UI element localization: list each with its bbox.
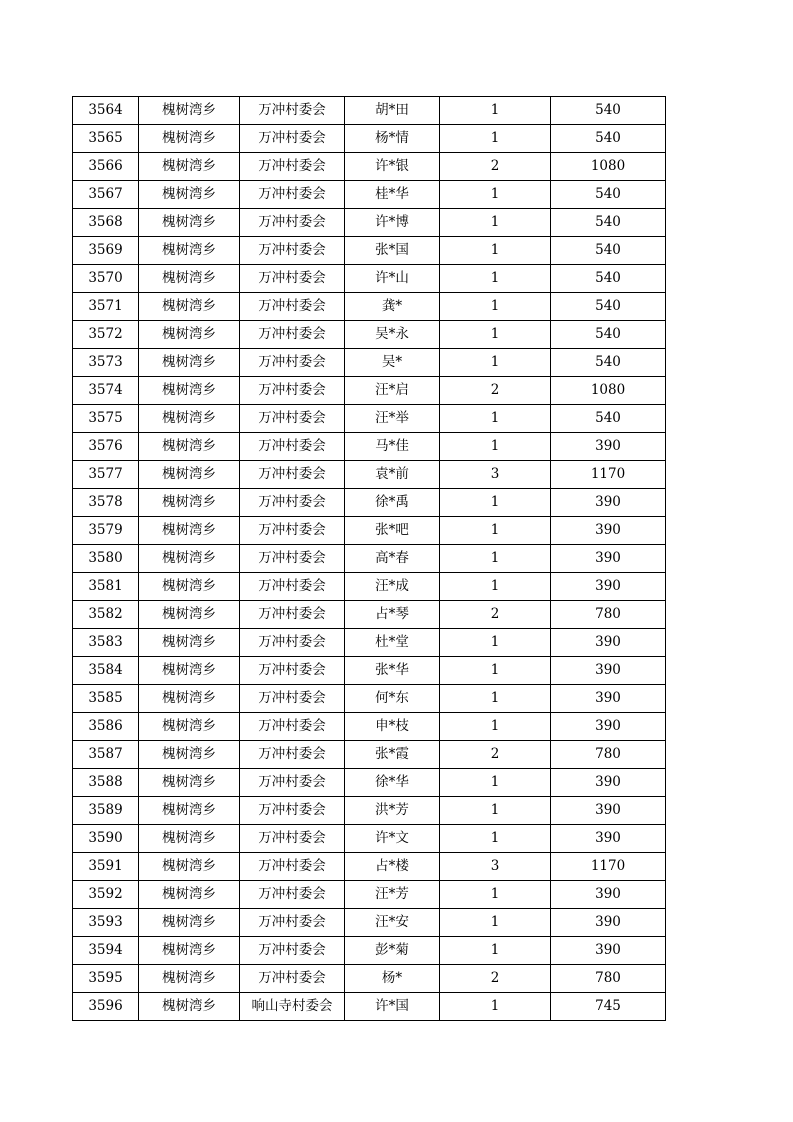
village-committee-cell: 万冲村委会 — [240, 293, 345, 321]
person-count-cell: 2 — [440, 741, 551, 769]
table-row — [73, 713, 666, 741]
name-cell: 袁*前 — [345, 461, 440, 489]
township-cell: 槐树湾乡 — [139, 517, 240, 545]
village-committee-cell: 万冲村委会 — [240, 349, 345, 377]
amount-cell: 540 — [551, 209, 666, 237]
person-count-cell: 1 — [440, 349, 551, 377]
name-cell: 申*枝 — [345, 713, 440, 741]
table-row — [73, 993, 666, 1021]
table-row — [73, 825, 666, 853]
table-row — [73, 685, 666, 713]
amount-cell: 780 — [551, 601, 666, 629]
village-committee-cell: 万冲村委会 — [240, 321, 345, 349]
amount-cell: 390 — [551, 713, 666, 741]
table-row — [73, 629, 666, 657]
amount-cell: 540 — [551, 181, 666, 209]
row-number-cell: 3575 — [73, 405, 139, 433]
amount-cell: 390 — [551, 937, 666, 965]
person-count-cell: 1 — [440, 797, 551, 825]
person-count-cell: 1 — [440, 937, 551, 965]
amount-cell: 540 — [551, 125, 666, 153]
township-cell: 槐树湾乡 — [139, 293, 240, 321]
person-count-cell: 2 — [440, 601, 551, 629]
row-number-cell: 3578 — [73, 489, 139, 517]
table-row — [73, 293, 666, 321]
village-committee-cell: 万冲村委会 — [240, 937, 345, 965]
amount-cell: 390 — [551, 685, 666, 713]
table-row — [73, 433, 666, 461]
row-number-cell: 3583 — [73, 629, 139, 657]
table-row — [73, 937, 666, 965]
row-number-cell: 3568 — [73, 209, 139, 237]
table-row — [73, 853, 666, 881]
name-cell: 胡*田 — [345, 97, 440, 125]
village-committee-cell: 万冲村委会 — [240, 741, 345, 769]
village-committee-cell: 万冲村委会 — [240, 377, 345, 405]
village-committee-cell: 万冲村委会 — [240, 265, 345, 293]
person-count-cell: 1 — [440, 545, 551, 573]
amount-cell: 540 — [551, 321, 666, 349]
row-number-cell: 3595 — [73, 965, 139, 993]
amount-cell: 390 — [551, 909, 666, 937]
person-count-cell: 1 — [440, 433, 551, 461]
row-number-cell: 3576 — [73, 433, 139, 461]
amount-cell: 390 — [551, 769, 666, 797]
name-cell: 吴*永 — [345, 321, 440, 349]
name-cell: 张*国 — [345, 237, 440, 265]
table-row — [73, 377, 666, 405]
village-committee-cell: 万冲村委会 — [240, 965, 345, 993]
name-cell: 彭*菊 — [345, 937, 440, 965]
village-committee-cell: 万冲村委会 — [240, 909, 345, 937]
name-cell: 汪*成 — [345, 573, 440, 601]
amount-cell: 390 — [551, 433, 666, 461]
township-cell: 槐树湾乡 — [139, 741, 240, 769]
village-committee-cell: 万冲村委会 — [240, 573, 345, 601]
village-committee-cell: 万冲村委会 — [240, 713, 345, 741]
village-committee-cell: 万冲村委会 — [240, 489, 345, 517]
village-committee-cell: 万冲村委会 — [240, 433, 345, 461]
village-committee-cell: 万冲村委会 — [240, 125, 345, 153]
table-row — [73, 181, 666, 209]
village-committee-cell: 万冲村委会 — [240, 797, 345, 825]
name-cell: 桂*华 — [345, 181, 440, 209]
name-cell: 汪*安 — [345, 909, 440, 937]
township-cell: 槐树湾乡 — [139, 909, 240, 937]
row-number-cell: 3574 — [73, 377, 139, 405]
row-number-cell: 3582 — [73, 601, 139, 629]
table-row — [73, 545, 666, 573]
row-number-cell: 3594 — [73, 937, 139, 965]
township-cell: 槐树湾乡 — [139, 629, 240, 657]
person-count-cell: 1 — [440, 769, 551, 797]
person-count-cell: 1 — [440, 713, 551, 741]
table-row — [73, 517, 666, 545]
table-row — [73, 573, 666, 601]
township-cell: 槐树湾乡 — [139, 657, 240, 685]
township-cell: 槐树湾乡 — [139, 489, 240, 517]
name-cell: 张*霞 — [345, 741, 440, 769]
person-count-cell: 1 — [440, 909, 551, 937]
amount-cell: 780 — [551, 965, 666, 993]
name-cell: 许*银 — [345, 153, 440, 181]
village-committee-cell: 万冲村委会 — [240, 825, 345, 853]
amount-cell: 540 — [551, 97, 666, 125]
village-committee-cell: 万冲村委会 — [240, 769, 345, 797]
amount-cell: 390 — [551, 797, 666, 825]
table-row — [73, 489, 666, 517]
person-count-cell: 2 — [440, 377, 551, 405]
amount-cell: 390 — [551, 881, 666, 909]
amount-cell: 390 — [551, 545, 666, 573]
name-cell: 杨*情 — [345, 125, 440, 153]
amount-cell: 540 — [551, 293, 666, 321]
person-count-cell: 1 — [440, 181, 551, 209]
table-row — [73, 265, 666, 293]
amount-cell: 745 — [551, 993, 666, 1021]
person-count-cell: 1 — [440, 517, 551, 545]
village-committee-cell: 万冲村委会 — [240, 461, 345, 489]
name-cell: 汪*芳 — [345, 881, 440, 909]
name-cell: 张*华 — [345, 657, 440, 685]
amount-cell: 780 — [551, 741, 666, 769]
name-cell: 许*文 — [345, 825, 440, 853]
township-cell: 槐树湾乡 — [139, 601, 240, 629]
person-count-cell: 1 — [440, 293, 551, 321]
person-count-cell: 3 — [440, 461, 551, 489]
person-count-cell: 2 — [440, 153, 551, 181]
township-cell: 槐树湾乡 — [139, 573, 240, 601]
row-number-cell: 3589 — [73, 797, 139, 825]
amount-cell: 540 — [551, 237, 666, 265]
township-cell: 槐树湾乡 — [139, 685, 240, 713]
person-count-cell: 3 — [440, 853, 551, 881]
amount-cell: 390 — [551, 489, 666, 517]
row-number-cell: 3588 — [73, 769, 139, 797]
village-committee-cell: 响山寺村委会 — [240, 993, 345, 1021]
person-count-cell: 1 — [440, 125, 551, 153]
person-count-cell: 1 — [440, 657, 551, 685]
name-cell: 汪*举 — [345, 405, 440, 433]
name-cell: 龚* — [345, 293, 440, 321]
amount-cell: 390 — [551, 825, 666, 853]
township-cell: 槐树湾乡 — [139, 349, 240, 377]
village-committee-cell: 万冲村委会 — [240, 237, 345, 265]
name-cell: 何*东 — [345, 685, 440, 713]
village-committee-cell: 万冲村委会 — [240, 517, 345, 545]
person-count-cell: 1 — [440, 237, 551, 265]
name-cell: 占*琴 — [345, 601, 440, 629]
name-cell: 汪*启 — [345, 377, 440, 405]
row-number-cell: 3572 — [73, 321, 139, 349]
row-number-cell: 3584 — [73, 657, 139, 685]
amount-cell: 1080 — [551, 377, 666, 405]
row-number-cell: 3570 — [73, 265, 139, 293]
village-committee-cell: 万冲村委会 — [240, 601, 345, 629]
name-cell: 徐*华 — [345, 769, 440, 797]
row-number-cell: 3566 — [73, 153, 139, 181]
village-committee-cell: 万冲村委会 — [240, 405, 345, 433]
row-number-cell: 3567 — [73, 181, 139, 209]
township-cell: 槐树湾乡 — [139, 713, 240, 741]
data-table — [72, 96, 666, 1021]
township-cell: 槐树湾乡 — [139, 377, 240, 405]
village-committee-cell: 万冲村委会 — [240, 881, 345, 909]
name-cell: 洪*芳 — [345, 797, 440, 825]
table-row — [73, 321, 666, 349]
table-row — [73, 657, 666, 685]
village-committee-cell: 万冲村委会 — [240, 853, 345, 881]
table-row — [73, 237, 666, 265]
person-count-cell: 1 — [440, 629, 551, 657]
person-count-cell: 1 — [440, 405, 551, 433]
row-number-cell: 3585 — [73, 685, 139, 713]
village-committee-cell: 万冲村委会 — [240, 629, 345, 657]
township-cell: 槐树湾乡 — [139, 321, 240, 349]
name-cell: 马*佳 — [345, 433, 440, 461]
township-cell: 槐树湾乡 — [139, 937, 240, 965]
name-cell: 杨* — [345, 965, 440, 993]
name-cell: 许*国 — [345, 993, 440, 1021]
amount-cell: 540 — [551, 265, 666, 293]
row-number-cell: 3596 — [73, 993, 139, 1021]
row-number-cell: 3581 — [73, 573, 139, 601]
name-cell: 高*春 — [345, 545, 440, 573]
row-number-cell: 3591 — [73, 853, 139, 881]
person-count-cell: 1 — [440, 209, 551, 237]
township-cell: 槐树湾乡 — [139, 153, 240, 181]
row-number-cell: 3573 — [73, 349, 139, 377]
village-committee-cell: 万冲村委会 — [240, 209, 345, 237]
row-number-cell: 3587 — [73, 741, 139, 769]
person-count-cell: 1 — [440, 97, 551, 125]
table-row — [73, 405, 666, 433]
person-count-cell: 1 — [440, 881, 551, 909]
table-row — [73, 881, 666, 909]
village-committee-cell: 万冲村委会 — [240, 153, 345, 181]
person-count-cell: 2 — [440, 965, 551, 993]
row-number-cell: 3569 — [73, 237, 139, 265]
table-row — [73, 97, 666, 125]
name-cell: 许*博 — [345, 209, 440, 237]
table-row — [73, 153, 666, 181]
township-cell: 槐树湾乡 — [139, 881, 240, 909]
township-cell: 槐树湾乡 — [139, 797, 240, 825]
amount-cell: 390 — [551, 629, 666, 657]
table-row — [73, 769, 666, 797]
name-cell: 吴* — [345, 349, 440, 377]
amount-cell: 390 — [551, 573, 666, 601]
row-number-cell: 3579 — [73, 517, 139, 545]
amount-cell: 1170 — [551, 853, 666, 881]
amount-cell: 540 — [551, 405, 666, 433]
village-committee-cell: 万冲村委会 — [240, 545, 345, 573]
village-committee-cell: 万冲村委会 — [240, 685, 345, 713]
row-number-cell: 3564 — [73, 97, 139, 125]
township-cell: 槐树湾乡 — [139, 405, 240, 433]
row-number-cell: 3577 — [73, 461, 139, 489]
person-count-cell: 1 — [440, 265, 551, 293]
person-count-cell: 1 — [440, 321, 551, 349]
amount-cell: 1170 — [551, 461, 666, 489]
township-cell: 槐树湾乡 — [139, 433, 240, 461]
township-cell: 槐树湾乡 — [139, 853, 240, 881]
row-number-cell: 3571 — [73, 293, 139, 321]
row-number-cell: 3593 — [73, 909, 139, 937]
table-row — [73, 461, 666, 489]
township-cell: 槐树湾乡 — [139, 965, 240, 993]
row-number-cell: 3586 — [73, 713, 139, 741]
person-count-cell: 1 — [440, 825, 551, 853]
township-cell: 槐树湾乡 — [139, 825, 240, 853]
township-cell: 槐树湾乡 — [139, 181, 240, 209]
township-cell: 槐树湾乡 — [139, 97, 240, 125]
table-row — [73, 797, 666, 825]
table-row — [73, 909, 666, 937]
person-count-cell: 1 — [440, 573, 551, 601]
village-committee-cell: 万冲村委会 — [240, 657, 345, 685]
table-body — [73, 97, 666, 1021]
amount-cell: 1080 — [551, 153, 666, 181]
row-number-cell: 3580 — [73, 545, 139, 573]
person-count-cell: 1 — [440, 489, 551, 517]
table-row — [73, 741, 666, 769]
township-cell: 槐树湾乡 — [139, 769, 240, 797]
amount-cell: 390 — [551, 657, 666, 685]
table-row — [73, 125, 666, 153]
township-cell: 槐树湾乡 — [139, 237, 240, 265]
amount-cell: 390 — [551, 517, 666, 545]
township-cell: 槐树湾乡 — [139, 209, 240, 237]
village-committee-cell: 万冲村委会 — [240, 181, 345, 209]
table-row — [73, 965, 666, 993]
name-cell: 许*山 — [345, 265, 440, 293]
township-cell: 槐树湾乡 — [139, 993, 240, 1021]
table-row — [73, 601, 666, 629]
row-number-cell: 3565 — [73, 125, 139, 153]
township-cell: 槐树湾乡 — [139, 545, 240, 573]
person-count-cell: 1 — [440, 993, 551, 1021]
row-number-cell: 3590 — [73, 825, 139, 853]
township-cell: 槐树湾乡 — [139, 265, 240, 293]
township-cell: 槐树湾乡 — [139, 461, 240, 489]
amount-cell: 540 — [551, 349, 666, 377]
table-row — [73, 209, 666, 237]
name-cell: 张*吧 — [345, 517, 440, 545]
township-cell: 槐树湾乡 — [139, 125, 240, 153]
village-committee-cell: 万冲村委会 — [240, 97, 345, 125]
name-cell: 徐*禹 — [345, 489, 440, 517]
row-number-cell: 3592 — [73, 881, 139, 909]
name-cell: 占*楼 — [345, 853, 440, 881]
table-row — [73, 349, 666, 377]
person-count-cell: 1 — [440, 685, 551, 713]
name-cell: 杜*堂 — [345, 629, 440, 657]
